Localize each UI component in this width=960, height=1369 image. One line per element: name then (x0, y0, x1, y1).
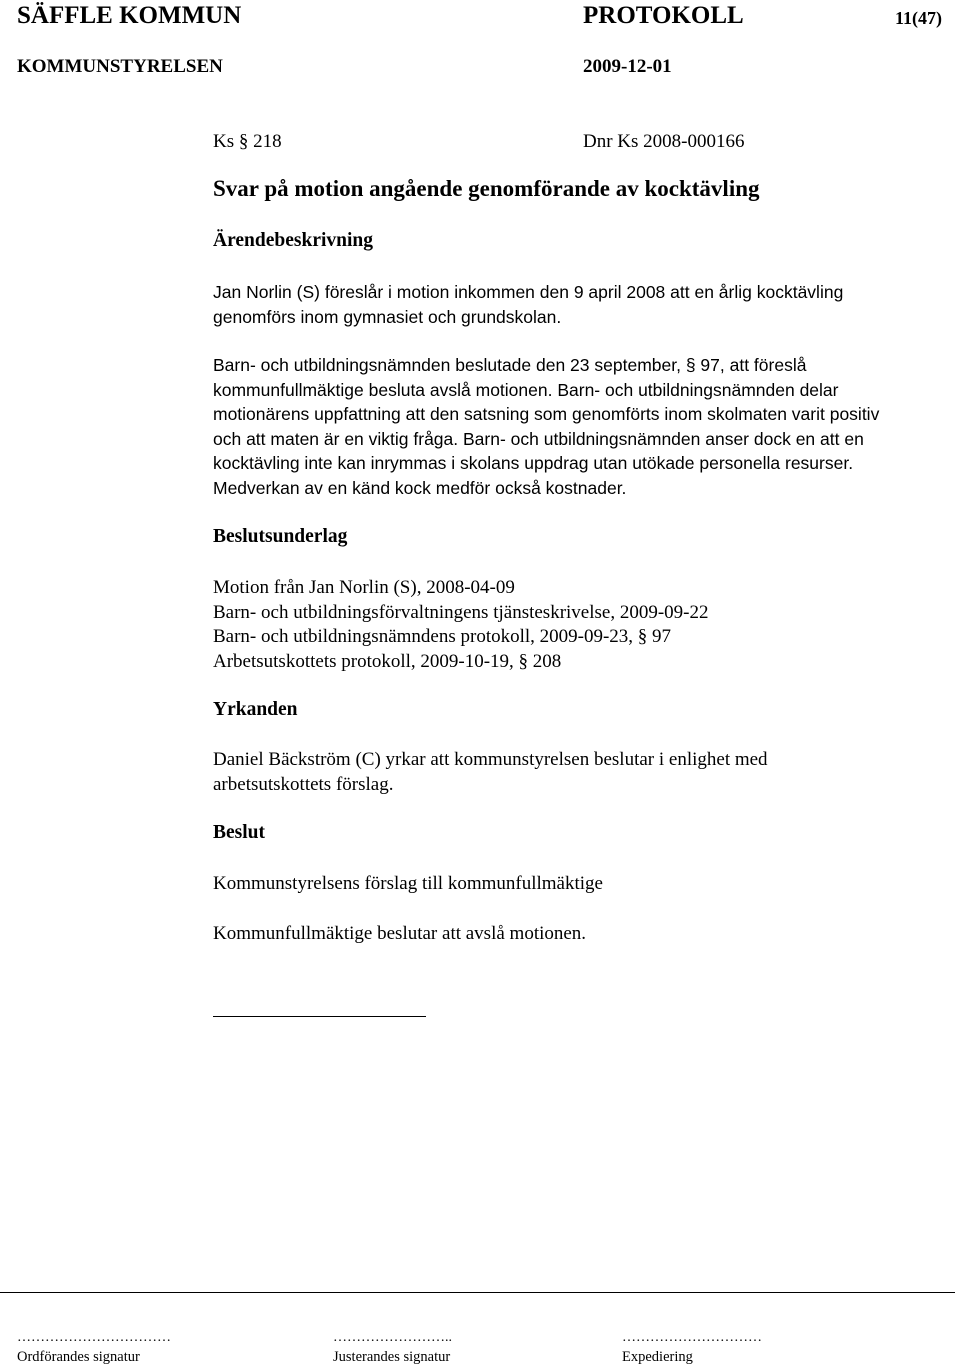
text-line: kocktävling inte kan inrymmas i skolans uppdrag utan utökade personella resurser. (213, 453, 854, 473)
text-line: motionärens uppfattning att den satsning som genomförts inom skolmaten varit positiv (213, 404, 880, 424)
document-type: PROTOKOLL (583, 2, 744, 29)
text-line: Jan Norlin (S) föreslår i motion inkommen den 9 april 2008 att en årlig kocktävling (213, 282, 844, 302)
signature-dots-chair: …………………………… (17, 1330, 171, 1345)
description-paragraph-1 (213, 280, 843, 329)
adjuster-signature-label: Justerandes signatur (333, 1349, 451, 1365)
signature-dots-adjuster: …………………….. (333, 1330, 452, 1345)
basis-item: Barn- och utbildningsförvaltningens tjänsteskrivelse, 2009-09-22 (213, 601, 709, 623)
description-heading: Ärendebeskrivning (213, 230, 373, 251)
decision-line-2: Kommunfullmäktige beslutar att avslå motionen. (213, 923, 587, 944)
text-line: Daniel Bäckström (C) yrkar att kommunstyrelsen beslutar i enlighet med (213, 749, 768, 770)
motions-text (213, 748, 768, 797)
board-name: KOMMUNSTYRELSEN (17, 56, 223, 77)
basis-item: Barn- och utbildningsnämndens protokoll, 2009-09-23, § 97 (213, 626, 672, 647)
end-rule (213, 1016, 426, 1017)
text-line: Medverkan av en känd kock medför också kostnader. (213, 477, 627, 498)
text-line: genomförs inom gymnasiet och grundskolan. (213, 306, 562, 327)
municipality-name: SÄFFLE KOMMUN (17, 2, 242, 29)
case-number: Ks § 218 (213, 131, 282, 152)
decision-line-1: Kommunstyrelsens förslag till kommunfullmäktige (213, 873, 603, 894)
text-line: kommunfullmäktige besluta avslå motionen. Barn- och utbildningsnämnden delar (213, 379, 839, 400)
case-title: Svar på motion angående genomförande av kocktävling (213, 176, 760, 201)
decision-heading: Beslut (213, 822, 266, 843)
text-line: arbetsutskottets förslag. (213, 773, 394, 795)
motions-heading: Yrkanden (213, 699, 298, 720)
text-line: och att maten är en viktig fråga. Barn- och utbildningsnämnden anser dock en att en (213, 428, 864, 449)
meeting-date: 2009-12-01 (583, 56, 672, 77)
basis-item: Motion från Jan Norlin (S), 2008-04-09 (213, 577, 515, 598)
chair-signature-label: Ordförandes signatur (17, 1349, 140, 1365)
basis-list (213, 576, 709, 674)
dispatch-label: Expediering (622, 1349, 693, 1365)
description-paragraph-2 (213, 353, 879, 500)
basis-item: Arbetsutskottets protokoll, 2009-10-19, § 208 (213, 650, 562, 672)
footer-rule (0, 1292, 955, 1293)
basis-heading: Beslutsunderlag (213, 526, 348, 547)
signature-dots-dispatch: ………………………… (622, 1330, 762, 1345)
text-line: Barn- och utbildningsnämnden beslutade den 23 september, § 97, att föreslå (213, 355, 807, 375)
diary-number: Dnr Ks 2008-000166 (583, 131, 745, 152)
page-number: 11(47) (895, 8, 942, 28)
